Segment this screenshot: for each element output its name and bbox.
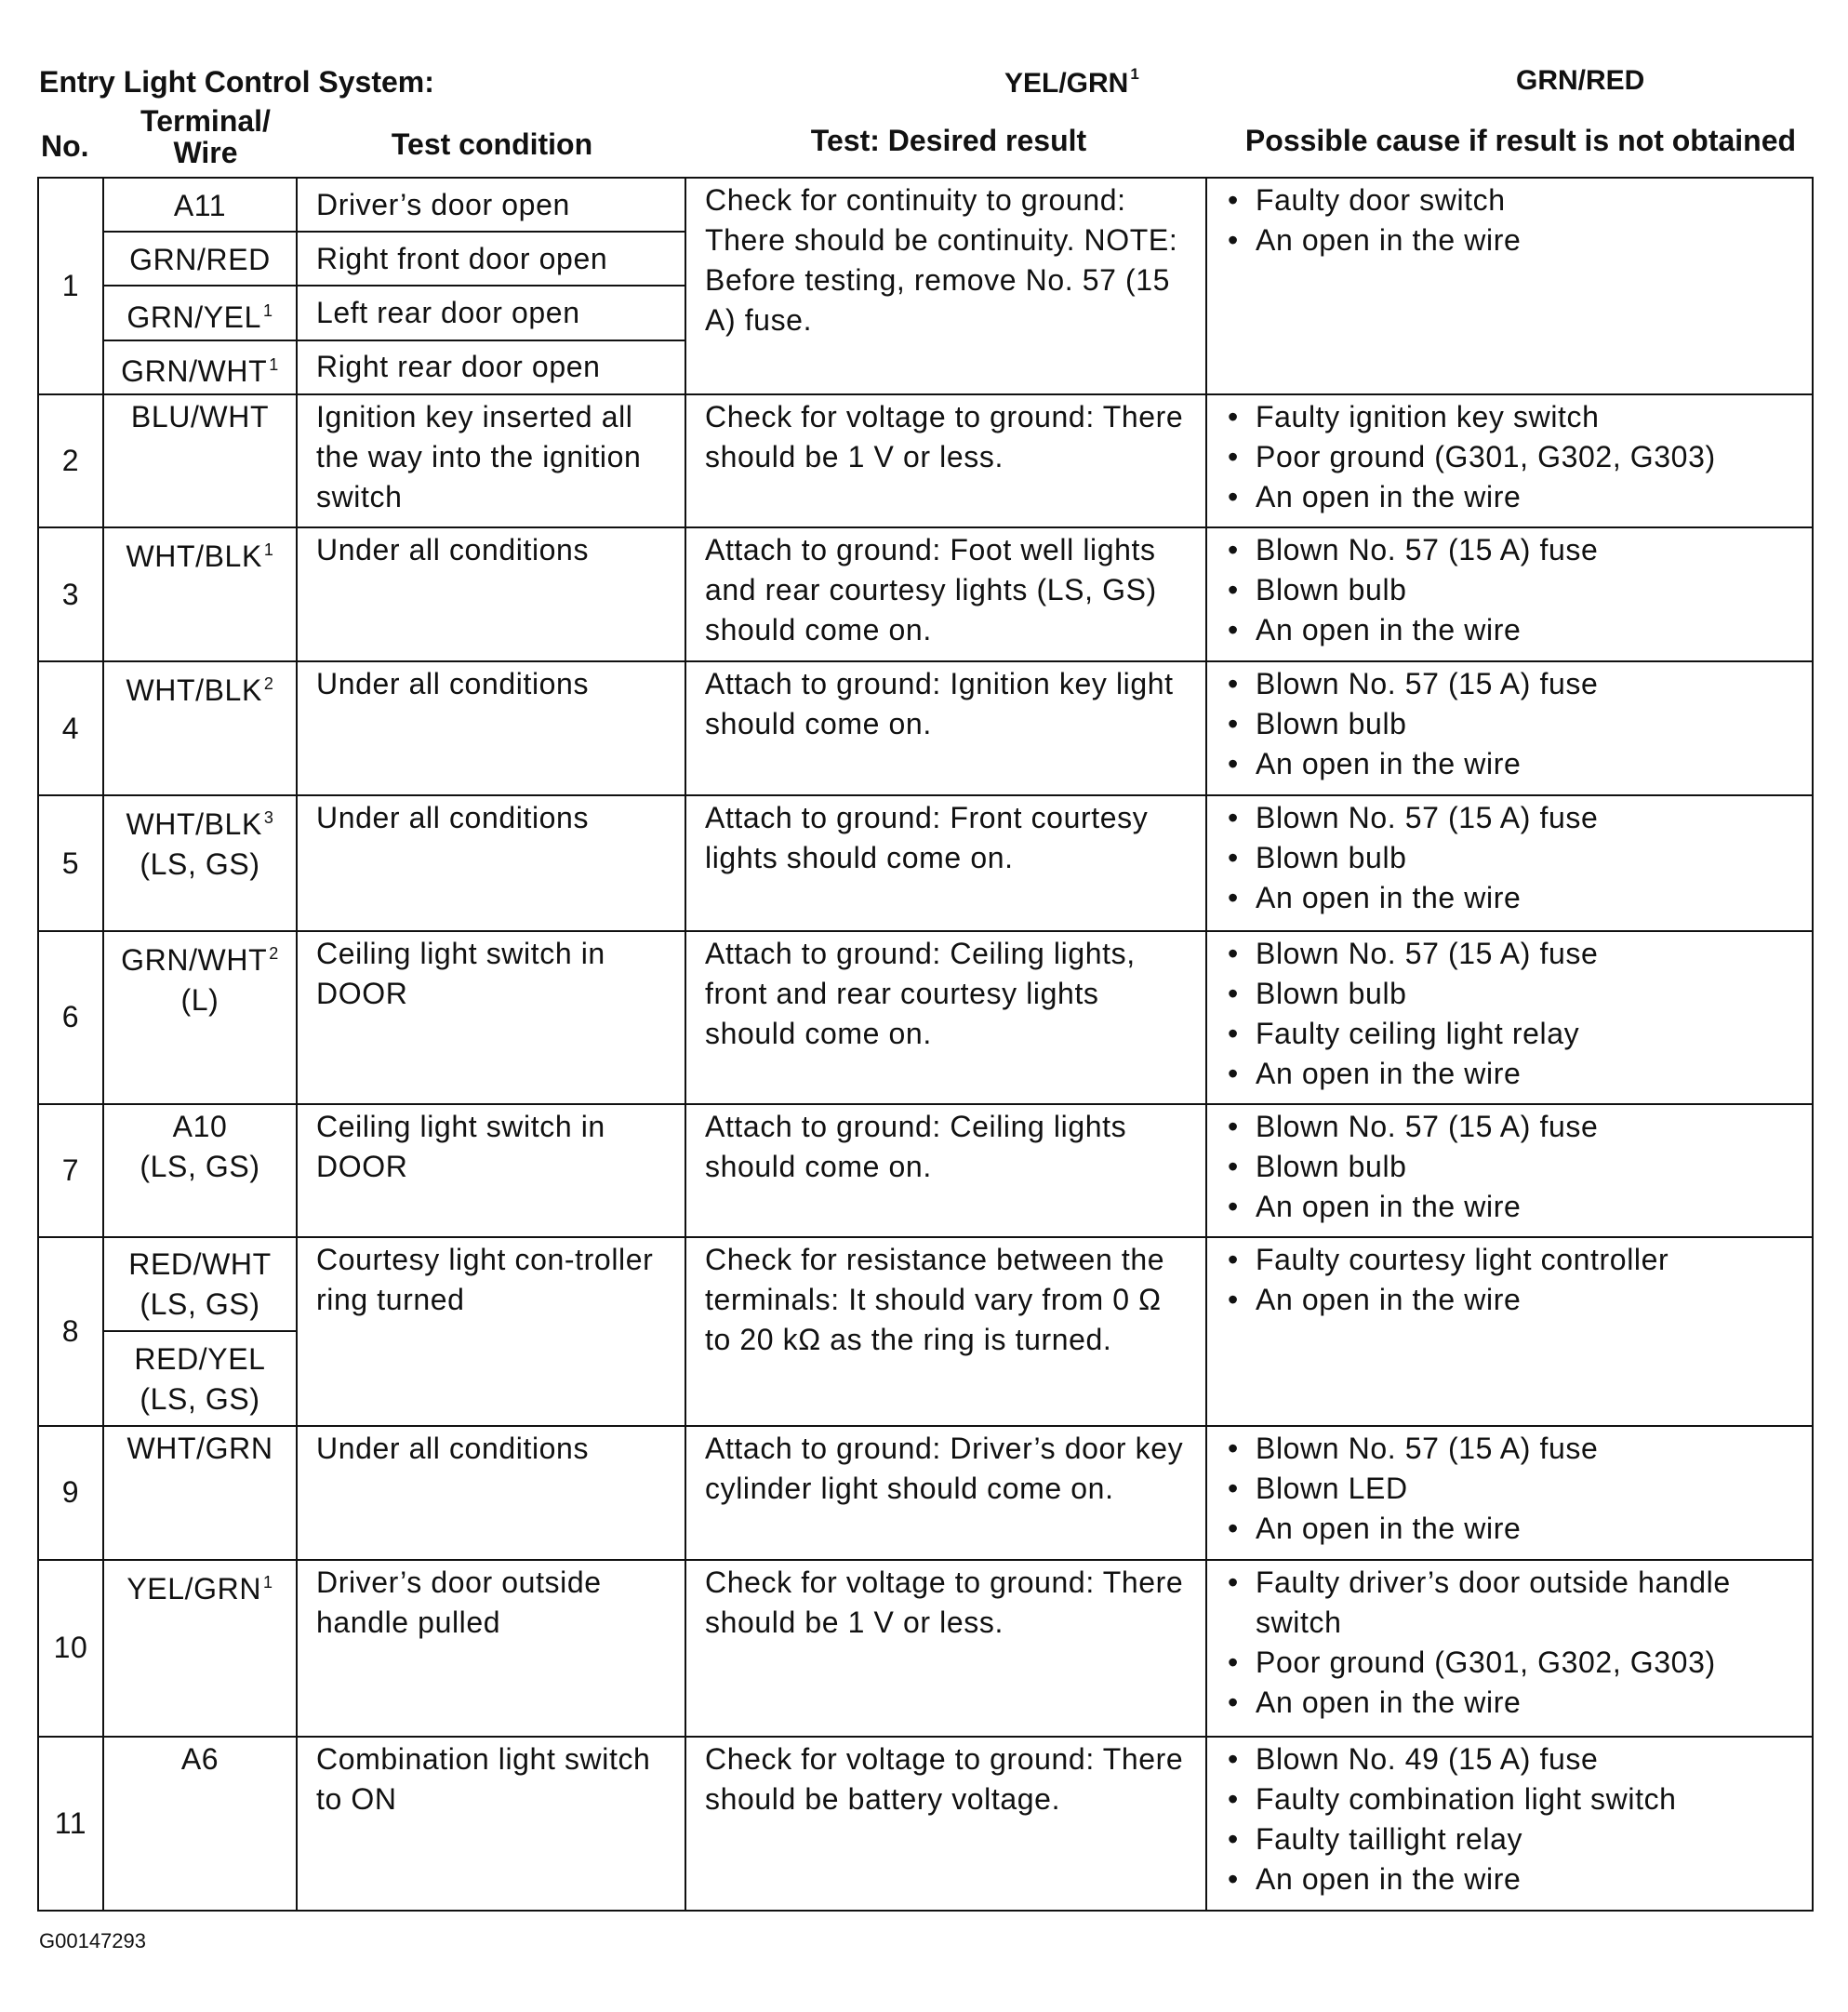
possible-cause-cell [1206,1737,1813,1911]
terminal-wire-variant: (LS, GS) [140,1149,260,1183]
cause-item: • Blown LED [1226,1469,1802,1509]
terminal-wire-line [108,1107,292,1147]
cause-item: • An open in the wire [1226,1509,1802,1549]
desired-result-cell: Attach to ground: Ceiling lights, front and rear courtesy lights should come on. [685,931,1206,1104]
row-number: 10 [38,1560,103,1738]
cause-item: • Faulty driver’s door outside handle switch [1226,1563,1802,1643]
terminal-wire-cell [103,1737,297,1911]
cause-item: • Faulty taillight relay [1226,1819,1802,1859]
table-row [38,527,1813,661]
cause-item: • Blown No. 57 (15 A) fuse [1226,1107,1802,1147]
system-title: Entry Light Control System: [39,65,434,99]
cause-item: • An open in the wire [1226,610,1802,650]
test-condition-cell: Right rear door open [297,340,685,394]
cause-item: • Blown bulb [1226,704,1802,744]
terminal-wire-line [108,1739,292,1779]
column-header-possible-cause: Possible cause if result is not obtained [1244,124,1797,157]
terminal-wire-cell [103,286,297,340]
cause-item: • Blown bulb [1226,1147,1802,1187]
desired-result-cell: Check for resistance between the terminals: It should vary from 0 Ω to 20 kΩ as the ring is turned. [685,1237,1206,1426]
cause-item: • An open in the wire [1226,220,1802,260]
terminal-wire-code: RED/YEL [134,1341,266,1376]
test-condition-cell: Ignition key inserted all the way into the ignition switch [297,394,685,528]
possible-cause-cell [1206,1426,1813,1560]
terminal-wire-code: WHT/BLK [126,807,262,842]
terminal-wire-cell [103,661,297,796]
column-header-desired-result: Test: Desired result [810,124,1087,157]
cause-list [1226,1739,1802,1899]
table-row [38,1237,1813,1330]
connector-label-yel-grn [1004,65,1139,100]
terminal-wire-line [108,1339,292,1379]
row-number: 2 [38,394,103,528]
possible-cause-cell [1206,1104,1813,1238]
terminal-wire-line [108,530,292,577]
table-row [38,931,1813,1104]
cause-item: • Blown No. 57 (15 A) fuse [1226,1429,1802,1469]
row-number: 8 [38,1237,103,1426]
terminal-wire-line [108,1563,292,1609]
possible-cause-cell [1206,1560,1813,1738]
cause-item: • An open in the wire [1226,1187,1802,1227]
test-condition-cell: Courtesy light con-troller ring turned [297,1237,685,1426]
wire-footnote: 2 [269,944,279,964]
test-table-body [38,178,1813,1911]
cause-item: • Blown bulb [1226,974,1802,1014]
cause-item: • An open in the wire [1226,744,1802,784]
column-header-no: No. [41,129,89,163]
desired-result-cell: Attach to ground: Foot well lights and rear courtesy lights (LS, GS) should come on. [685,527,1206,661]
test-condition-cell: Under all conditions [297,1426,685,1560]
test-condition-cell: Under all conditions [297,661,685,796]
cause-list [1226,1107,1802,1227]
terminal-wire-cell [103,1426,297,1560]
terminal-wire-cell [103,1237,297,1330]
cause-item: • An open in the wire [1226,878,1802,918]
row-number: 7 [38,1104,103,1238]
wire-footnote: 3 [263,808,274,828]
cause-item: • Blown No. 57 (15 A) fuse [1226,664,1802,704]
terminal-wire-code: A6 [180,1742,219,1777]
terminal-wire-variant: (LS, GS) [140,847,260,882]
cause-list [1226,180,1802,260]
possible-cause-cell [1206,527,1813,661]
connector-label-grn-red: GRN/RED [1516,65,1645,96]
terminal-wire-code: A11 [173,188,227,222]
terminal-wire-line [108,664,292,711]
terminal-wire-variant: (L) [180,983,219,1018]
table-row [38,1104,1813,1238]
cause-item: • Blown No. 49 (15 A) fuse [1226,1739,1802,1779]
cause-item: • Blown No. 57 (15 A) fuse [1226,934,1802,974]
row-number: 11 [38,1737,103,1911]
cause-item: • Blown No. 57 (15 A) fuse [1226,798,1802,838]
terminal-wire-cell [103,232,297,286]
test-condition-cell: Right front door open [297,232,685,286]
column-header-terminal [100,105,311,168]
cause-item: • Faulty ignition key switch [1226,397,1802,437]
cause-list [1226,664,1802,784]
table-row [38,394,1813,528]
cause-list [1226,530,1802,650]
terminal-wire-variant: (LS, GS) [140,1287,260,1322]
cause-list [1226,1429,1802,1549]
desired-result-cell: Check for voltage to ground: There should be 1 V or less. [685,394,1206,528]
possible-cause-cell [1206,394,1813,528]
terminal-wire-line [108,240,292,280]
terminal-wire-code: GRN/WHT [121,943,268,978]
desired-result-cell: Check for voltage to ground: There should be 1 V or less. [685,1560,1206,1738]
possible-cause-cell [1206,661,1813,796]
terminal-wire-code: WHT/GRN [126,1431,273,1465]
terminal-wire-code: WHT/BLK [126,673,262,707]
terminal-wire-line [108,1245,292,1285]
test-condition-cell: Under all conditions [297,527,685,661]
terminal-wire-code: GRN/RED [129,242,271,276]
terminal-wire-code: BLU/WHT [130,399,270,433]
terminal-wire-line [108,291,292,338]
terminal-wire-line [108,186,292,226]
desired-result-cell: Check for continuity to ground: There should be continuity. NOTE: Before testing, remove No. 57 (15 A) fuse. [685,178,1206,394]
cause-item: • An open in the wire [1226,477,1802,517]
row-number: 4 [38,661,103,796]
cause-list [1226,1563,1802,1723]
row-number: 6 [38,931,103,1104]
terminal-wire-code: GRN/WHT [121,353,268,388]
desired-result-cell: Attach to ground: Ignition key light should come on. [685,661,1206,796]
table-row [38,1560,1813,1738]
test-condition-cell: Driver’s door open [297,178,685,232]
table-row [38,178,1813,232]
terminal-wire-cell [103,394,297,528]
cause-item: • Blown bulb [1226,838,1802,878]
cause-list [1226,1240,1802,1320]
terminal-wire-code: YEL/GRN [126,1571,262,1606]
connector-label-footnote: 1 [1130,65,1139,83]
terminal-wire-line [108,345,292,392]
test-table [37,177,1814,1912]
cause-item: • Blown No. 57 (15 A) fuse [1226,530,1802,570]
cause-item: • An open in the wire [1226,1280,1802,1320]
cause-list [1226,798,1802,918]
row-number: 5 [38,795,103,931]
terminal-wire-line [108,798,292,845]
cause-item: • Blown bulb [1226,570,1802,610]
terminal-wire-cell [103,931,297,1104]
table-row [38,1737,1813,1911]
reference-code: G00147293 [39,1929,146,1952]
terminal-wire-cell [103,340,297,394]
wire-footnote: 1 [263,540,274,560]
wire-footnote: 1 [263,300,273,320]
terminal-wire-line [108,1429,292,1469]
terminal-wire-line [108,934,292,980]
cause-item: • Faulty courtesy light controller [1226,1240,1802,1280]
terminal-wire-line [108,397,292,437]
terminal-wire-variant: (LS, GS) [140,1381,260,1416]
terminal-wire-code: A10 [172,1109,228,1143]
cause-item: • Poor ground (G301, G302, G303) [1226,1643,1802,1683]
possible-cause-cell [1206,931,1813,1104]
terminal-wire-code: RED/WHT [128,1247,272,1282]
cause-item: • An open in the wire [1226,1859,1802,1899]
test-condition-cell: Ceiling light switch in DOOR [297,1104,685,1238]
wire-footnote: 2 [263,673,274,693]
terminal-wire-cell [103,1104,297,1238]
terminal-wire-cell [103,1560,297,1738]
row-number: 9 [38,1426,103,1560]
row-number: 1 [38,178,103,394]
cause-item: • An open in the wire [1226,1683,1802,1723]
test-condition-cell: Left rear door open [297,286,685,340]
terminal-wire-cell [103,178,297,232]
terminal-wire-cell [103,795,297,931]
cause-item: • Faulty door switch [1226,180,1802,220]
desired-result-cell: Attach to ground: Ceiling lights should come on. [685,1104,1206,1238]
table-row [38,1426,1813,1560]
desired-result-cell: Attach to ground: Driver’s door key cylinder light should come on. [685,1426,1206,1560]
column-header-terminal-line1: Terminal/ [140,104,271,138]
connector-label-yel-grn-text: YEL/GRN [1004,68,1129,99]
test-condition-cell: Under all conditions [297,795,685,931]
terminal-wire-cell [103,527,297,661]
column-header-terminal-line2: Wire [173,136,238,169]
possible-cause-cell [1206,178,1813,394]
test-condition-cell: Driver’s door outside handle pulled [297,1560,685,1738]
test-condition-cell: Combination light switch to ON [297,1737,685,1911]
terminal-wire-code: WHT/BLK [126,540,262,574]
column-header-test-condition: Test condition [391,127,593,161]
possible-cause-cell [1206,795,1813,931]
test-condition-cell: Ceiling light switch in DOOR [297,931,685,1104]
possible-cause-cell [1206,1237,1813,1426]
terminal-wire-cell [103,1331,297,1426]
table-row [38,795,1813,931]
wire-footnote: 1 [263,1572,273,1592]
wire-footnote: 1 [269,354,279,374]
cause-item: • Faulty ceiling light relay [1226,1014,1802,1054]
row-number: 3 [38,527,103,661]
cause-item: • An open in the wire [1226,1054,1802,1094]
cause-item: • Faulty combination light switch [1226,1779,1802,1819]
cause-item: • Poor ground (G301, G302, G303) [1226,437,1802,477]
table-row [38,661,1813,796]
terminal-wire-code: GRN/YEL [126,300,262,334]
desired-result-cell: Attach to ground: Front courtesy lights should come on. [685,795,1206,931]
desired-result-cell: Check for voltage to ground: There should be battery voltage. [685,1737,1206,1911]
cause-list [1226,397,1802,517]
cause-list [1226,934,1802,1094]
